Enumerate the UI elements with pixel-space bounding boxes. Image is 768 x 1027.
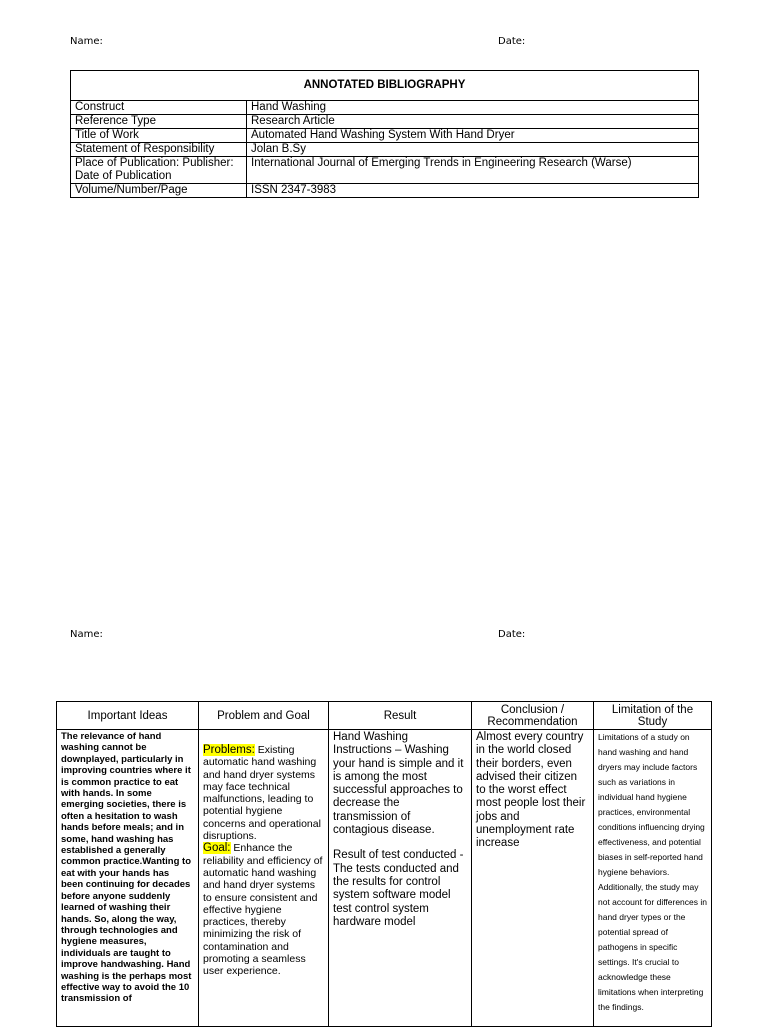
- problems-paragraph: [203, 744, 324, 842]
- conclusion-cell: [472, 730, 594, 1027]
- limitation-header: Limitation of the Study: [594, 702, 712, 730]
- goal-highlight: Goal:: [203, 842, 231, 855]
- result-cell: [329, 730, 472, 1027]
- date-label: Date:: [498, 629, 526, 640]
- table-row: [71, 129, 699, 143]
- date-label: Date:: [498, 36, 526, 47]
- table-row: [71, 101, 699, 115]
- name-label: Name:: [70, 629, 103, 640]
- volume-label: Volume/Number/Page: [71, 184, 247, 198]
- problems-highlight: Problems:: [203, 744, 255, 756]
- table-row: [71, 184, 699, 198]
- important-ideas-cell: [57, 730, 199, 1027]
- reference-type-value: Research Article: [247, 115, 699, 129]
- important-ideas-header: Important Ideas: [57, 702, 199, 730]
- problems-text: Existing automatic hand washing and hand dryer systems may face technical malfunctions, leading to potential hygiene concerns and operational disruptions.: [203, 744, 321, 843]
- result-header: Result: [329, 702, 472, 730]
- construct-value: Hand Washing: [247, 101, 699, 115]
- responsibility-label: Statement of Responsibility: [71, 143, 247, 157]
- table-row: [71, 115, 699, 129]
- annotation-table: [56, 701, 712, 1027]
- result-paragraph-1: Hand Washing Instructions – Washing your hand is simple and it is among the most successful approaches to decrease the transmission of contagious disease.: [333, 731, 464, 837]
- table-row: [71, 157, 699, 184]
- title-of-work-label: Title of Work: [71, 129, 247, 143]
- title-of-work-value: Automated Hand Washing System With Hand Dryer: [247, 129, 699, 143]
- limitation-cell: [594, 730, 712, 1027]
- conclusion-text: Almost every country in the world closed their borders, even advised their citizen to the worst effect most people lost their jobs and unemployment rate increase: [476, 731, 586, 850]
- result-paragraph-2: Result of test conducted -The tests conducted and the results for control system software model test control system hardware model: [333, 849, 464, 928]
- table-row: [57, 730, 712, 1027]
- limitation-text: Limitations of a study on hand washing and hand dryers may include factors such as variations in individual hand hygiene practices, environmental conditions influencing drying effectiveness, and potential biases in self-reported hand hygiene behaviors. Additionally, the study may not account for differences in hand dryer types or the potential spread of pathogens in specific settings. It's crucial to acknowledge these limitations when interpreting the findings.: [598, 732, 707, 1012]
- conclusion-header: Conclusion / Recommendation: [472, 702, 594, 730]
- goal-paragraph: [203, 842, 324, 977]
- problem-goal-header: Problem and Goal: [199, 702, 329, 730]
- publication-label: Place of Publication: Publisher: Date of Publication: [71, 157, 247, 184]
- volume-value: ISSN 2347-3983: [247, 184, 699, 198]
- table-row: [71, 143, 699, 157]
- reference-type-label: Reference Type: [71, 115, 247, 129]
- annotation-header-row: [57, 702, 712, 730]
- bibliography-table: [70, 70, 699, 198]
- construct-label: Construct: [71, 101, 247, 115]
- name-label: Name:: [70, 36, 103, 47]
- bibliography-title-row: [71, 71, 699, 101]
- responsibility-value: Jolan B.Sy: [247, 143, 699, 157]
- problem-goal-cell: [199, 730, 329, 1027]
- goal-text: Enhance the reliability and efficiency of automatic hand washing and hand dryer systems to ensure consistent and effective hygiene practices, thereby minimizing the risk of contamination and promoting a seamless user experience.: [203, 842, 323, 978]
- publication-value: International Journal of Emerging Trends in Engineering Research (Warse): [247, 157, 699, 184]
- bibliography-title: ANNOTATED BIBLIOGRAPHY: [71, 71, 699, 101]
- important-ideas-text: The relevance of hand washing cannot be downplayed, particularly in improving countries where it is common practice to eat with hands. In some emerging societies, there is often a hesitation to wash hands before meals; and in some, hand washing has established a generally common practice.Wanting to eat with your hands has been continuing for decades before anyone suddenly learned of washing their hands. So, along the way, through technologies and hygiene measures, individuals are taught to improve handwashing. Hand washing is the perhaps most effective way to avoid the 10 transmission of: [61, 731, 192, 1005]
